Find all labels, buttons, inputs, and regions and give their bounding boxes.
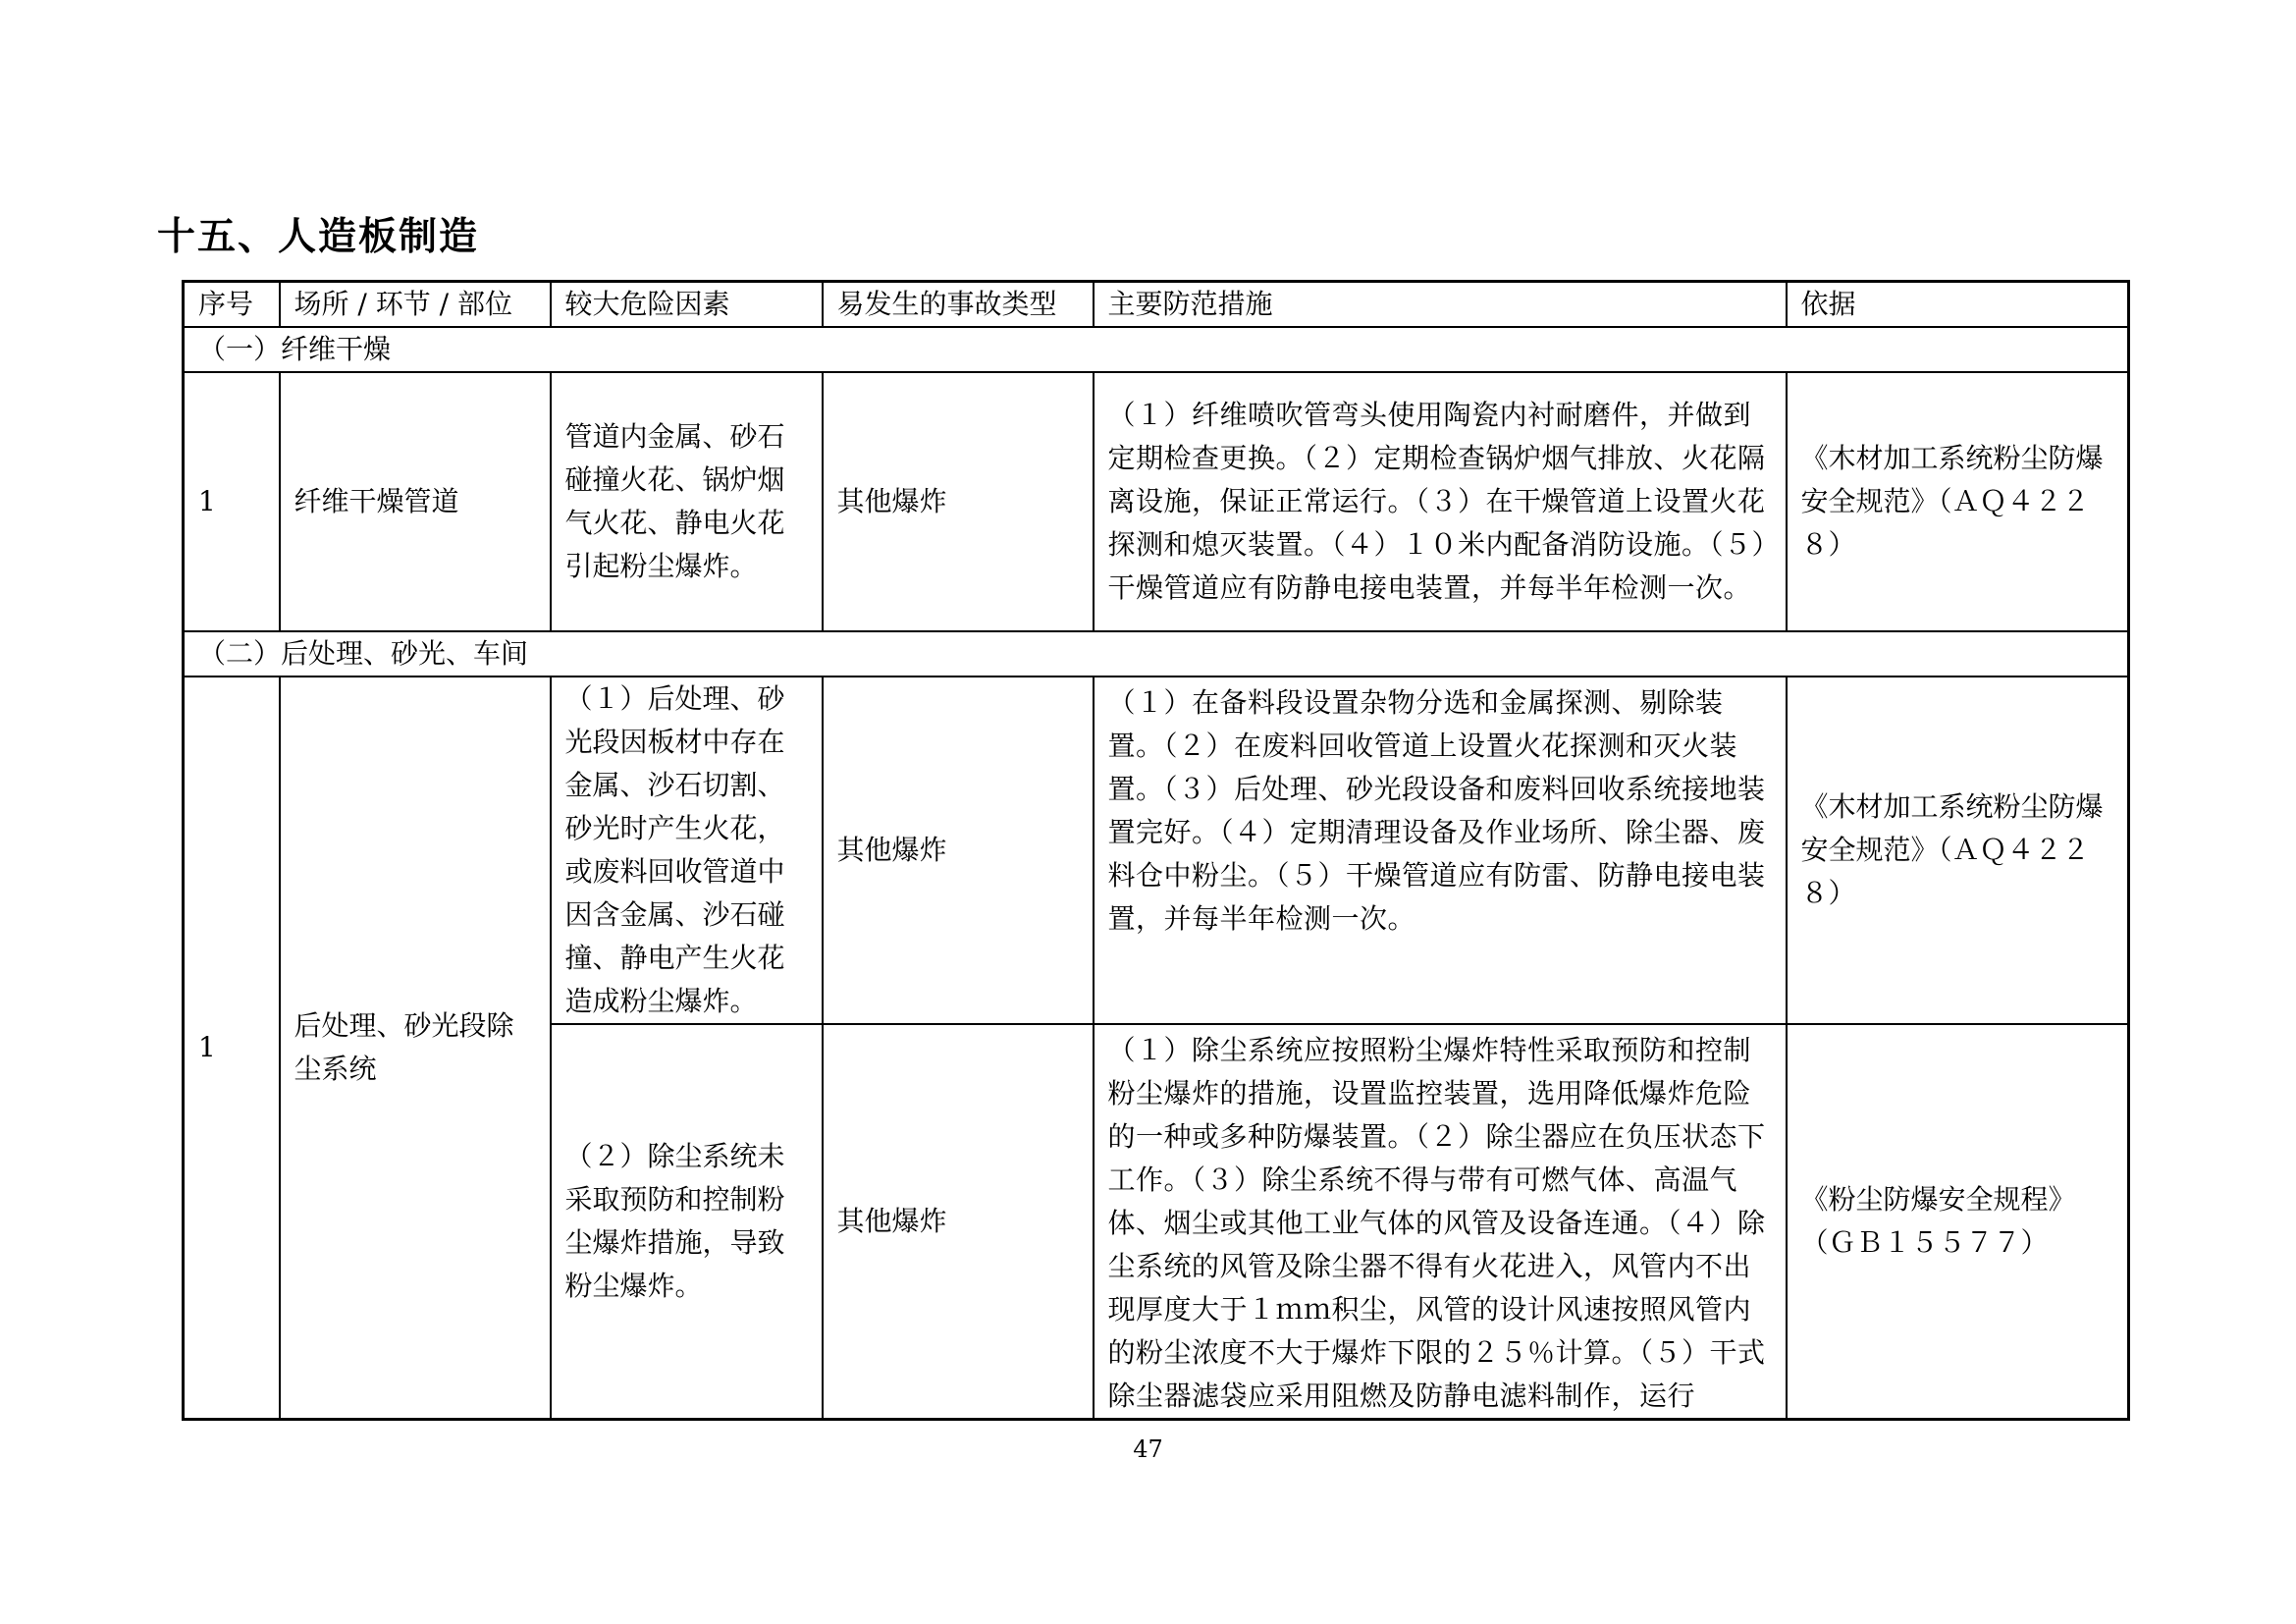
header-accident-type: 易发生的事故类型 <box>823 282 1094 328</box>
group-label: （二）后处理、砂光、车间 <box>184 631 2129 677</box>
row-location: 纤维干燥管道 <box>280 372 551 631</box>
row-accident-type: 其他爆炸 <box>823 1024 1094 1420</box>
table-header-row <box>184 282 2129 328</box>
group-row-post-processing <box>184 631 2129 677</box>
row-hazard: （１）后处理、砂光段因板材中存在金属、沙石切割、砂光时产生火花，或废料回收管道中因含金属、沙石碰撞、静电产生火花造成粉尘爆炸。 <box>551 677 823 1024</box>
table-row <box>184 677 2129 1024</box>
row-accident-type: 其他爆炸 <box>823 372 1094 631</box>
row-basis: 《木材加工系统粉尘防爆安全规范》（ＡＱ４２２８） <box>1787 677 2129 1024</box>
row-no: 1 <box>184 677 280 1420</box>
group-label: （一）纤维干燥 <box>184 327 2129 372</box>
hazard-table <box>182 280 2130 1421</box>
header-location: 场所 / 环节 / 部位 <box>280 282 551 328</box>
row-measures: （１）除尘系统应按照粉尘爆炸特性采取预防和控制粉尘爆炸的措施，设置监控装置，选用降低爆炸危险的一种或多种防爆装置。（２）除尘器应在负压状态下工作。（３）除尘系统不得与带有可燃气体、高温气体、烟尘或其他工业气体的风管及设备连通。（４）除尘系统的风管及除尘器不得有火花进入，风管内不出现厚度大于１ｍｍ积尘，风管的设计风速按照风管内的粉尘浓度不大于爆炸下限的２５％计算。（５）干式除尘器滤袋应采用阻燃及防静电滤料制作，运行 <box>1094 1024 1787 1420</box>
row-basis: 《粉尘防爆安全规程》（ＧＢ１５５７７） <box>1787 1024 2129 1420</box>
page-number: 47 <box>1133 1435 1163 1463</box>
row-no: 1 <box>184 372 280 631</box>
group-row-fiber-drying <box>184 327 2129 372</box>
header-hazard: 较大危险因素 <box>551 282 823 328</box>
row-accident-type: 其他爆炸 <box>823 677 1094 1024</box>
row-basis: 《木材加工系统粉尘防爆安全规范》（ＡＱ４２２８） <box>1787 372 2129 631</box>
row-measures: （１）纤维喷吹管弯头使用陶瓷内衬耐磨件，并做到定期检查更换。（２）定期检查锅炉烟气排放、火花隔离设施，保证正常运行。（３）在干燥管道上设置火花探测和熄灭装置。（４）１０米内配备消防设施。（５）干燥管道应有防静电接电装置，并每半年检测一次。 <box>1094 372 1787 631</box>
header-basis: 依据 <box>1787 282 2129 328</box>
header-measures: 主要防范措施 <box>1094 282 1787 328</box>
section-title: 十五、人造板制造 <box>157 215 480 259</box>
header-no: 序号 <box>184 282 280 328</box>
row-measures: （１）在备料段设置杂物分选和金属探测、剔除装置。（２）在废料回收管道上设置火花探测和灭火装置。（３）后处理、砂光段设备和废料回收系统接地装置完好。（４）定期清理设备及作业场所、除尘器、废料仓中粉尘。（５）干燥管道应有防雷、防静电接电装置，并每半年检测一次。 <box>1094 677 1787 1024</box>
row-hazard: 管道内金属、砂石碰撞火花、锅炉烟气火花、静电火花引起粉尘爆炸。 <box>551 372 823 631</box>
row-hazard: （２）除尘系统未采取预防和控制粉尘爆炸措施，导致粉尘爆炸。 <box>551 1024 823 1420</box>
table-row <box>184 372 2129 631</box>
row-location: 后处理、砂光段除尘系统 <box>280 677 551 1420</box>
